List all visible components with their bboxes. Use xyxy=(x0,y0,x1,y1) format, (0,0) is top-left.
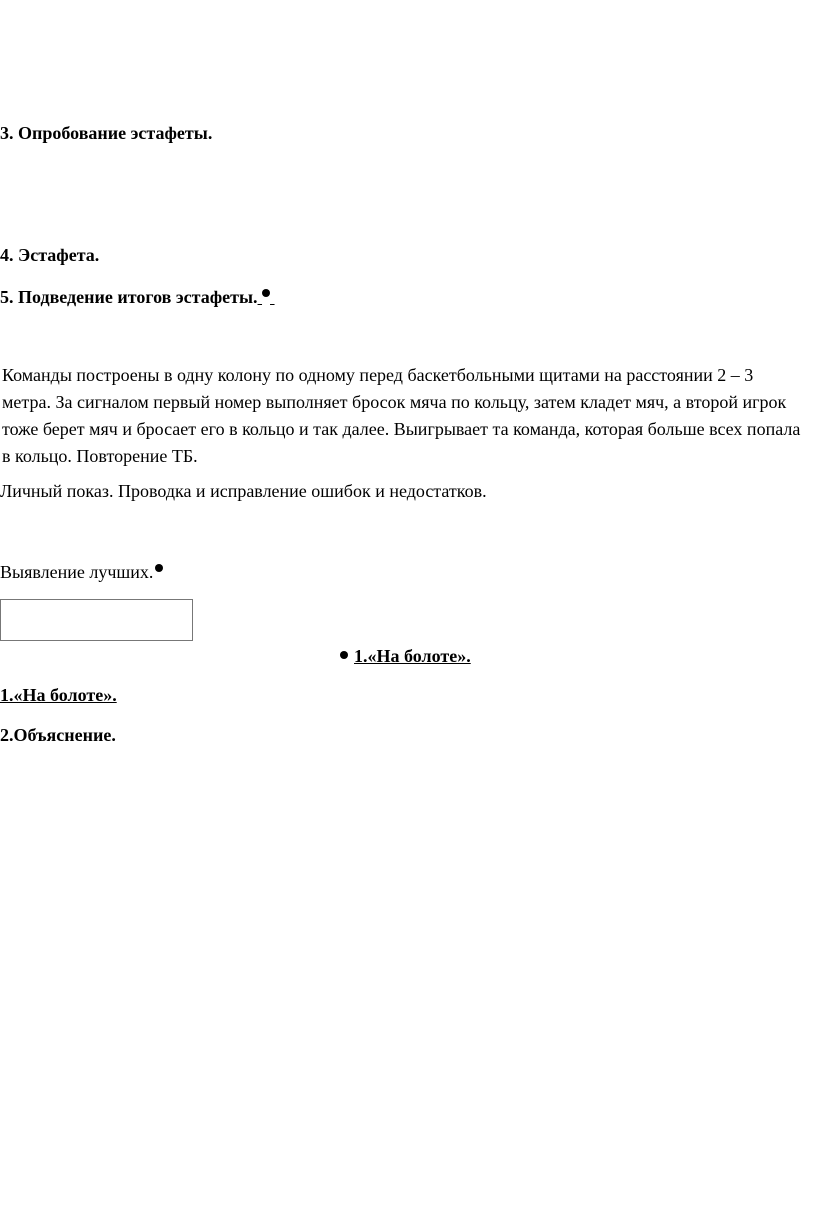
bullet-icon xyxy=(340,651,348,659)
centered-game-title: 1.«На болоте». xyxy=(354,646,471,666)
step-4-heading: 4. Эстафета. xyxy=(0,245,100,265)
relay-description: Команды построены в одну колону по одному перед баскетбольными щитами на расстоянии 2 – 3 метра. За сигналом первый номер выполняет бросок мяча по кольцу, затем кладет мяч, а второй игрок тоже берет мяч и бросает его в кольцо и так далее. Выигрывает та команда, которая больше всех попала в кольцо. Повторение ТБ. xyxy=(2,365,801,466)
empty-frame xyxy=(0,599,193,641)
bullet-underline xyxy=(258,287,275,307)
bullet-icon xyxy=(155,564,163,572)
bullet-icon xyxy=(262,289,270,297)
explanation-heading: 2.Объяснение. xyxy=(0,725,116,745)
step-5-row xyxy=(0,284,275,310)
game-title: 1.«На болоте». xyxy=(0,685,117,705)
step-3-heading: 3. Опробование эстафеты. xyxy=(0,123,213,143)
personal-demo-text: Личный показ. Проводка и исправление ошибок и недостатков. xyxy=(0,481,487,501)
step-5-heading: 5. Подведение итогов эстафеты. xyxy=(0,287,258,307)
best-identification-text: Выявление лучших. xyxy=(0,562,154,582)
centered-game-row xyxy=(340,643,471,669)
best-identification-row xyxy=(0,559,163,585)
